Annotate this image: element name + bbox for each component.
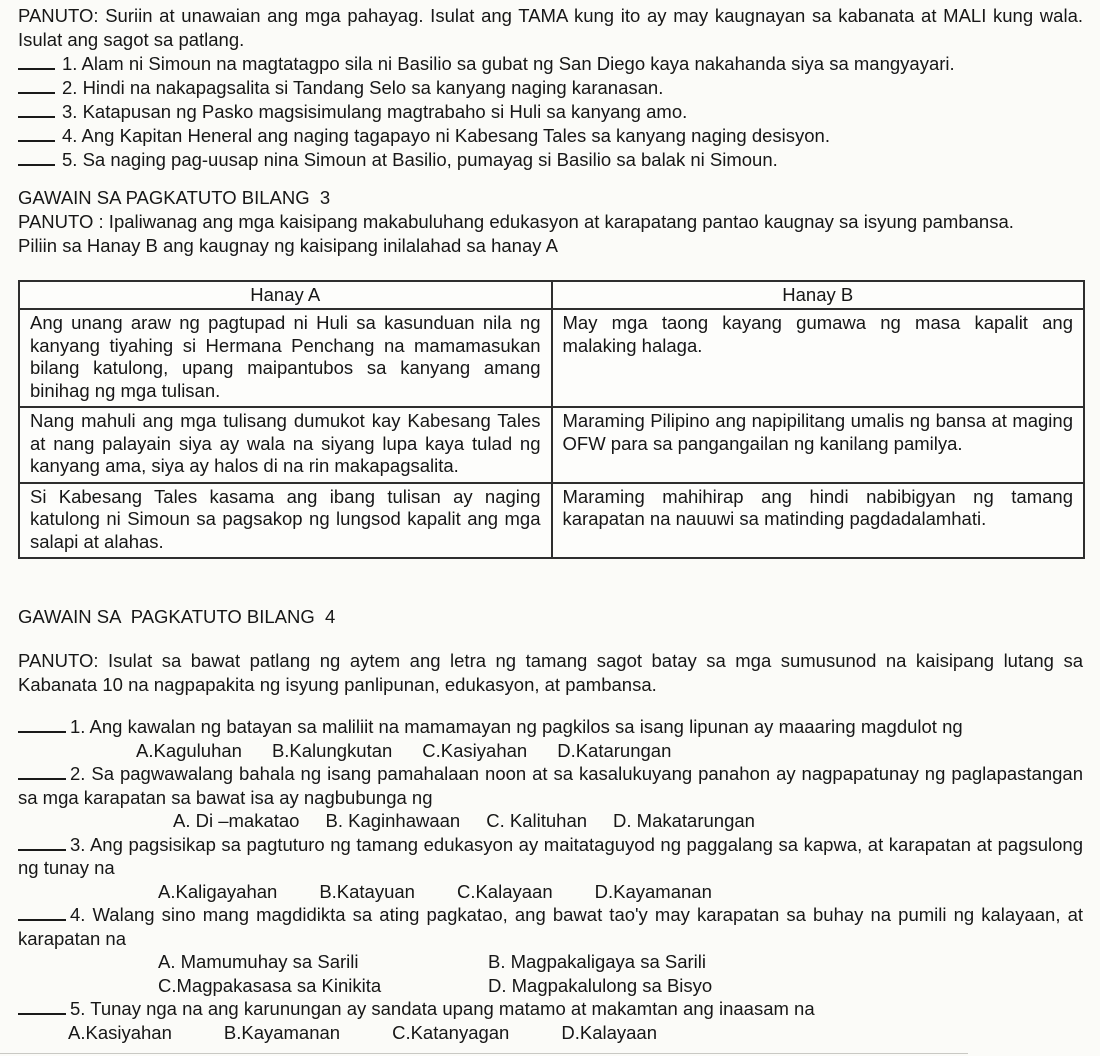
table-row (19, 309, 1084, 407)
tf-items (18, 52, 1083, 172)
gawain3-instruction-line2: Piliin sa Hanay B ang kaugnay ng kaisipang inilalahad sa hanay A (18, 235, 558, 256)
answer-blank[interactable] (18, 775, 66, 780)
options-grid (18, 950, 1083, 997)
table-cell-a3: Si Kabesang Tales kasama ang ibang tulisan ay naging katulong ni Simoun sa pagsakop ng lungsod kapalit ang mga salapi at alahas. (19, 483, 552, 559)
question-text-line (18, 833, 1083, 880)
answer-blank[interactable] (18, 916, 66, 921)
option-d: D. Makatarungan (613, 810, 755, 831)
answer-blank[interactable] (18, 728, 66, 733)
question-text: 5. Tunay nga na ang karunungan ay sandata upang matamo at makamtan ang inaasam na (70, 998, 815, 1019)
question-5 (18, 997, 1083, 1044)
question-text: 4. Walang sino mang magdidikta sa ating pagkatao, ang bawat tao'y may karapatan sa buhay na pumili ng kalayaan, at karapatan na (18, 904, 1083, 949)
tf-item-text: 3. Katapusan ng Pasko magsisimulang magtrabaho si Huli sa kanyang amo. (62, 101, 688, 122)
option-b: B.Kayamanan (223, 1021, 341, 1043)
gawain3-title: GAWAIN SA PAGKATUTO BILANG 3 (18, 187, 331, 208)
question-3 (18, 833, 1083, 904)
question-text-line (18, 997, 1083, 1021)
option-a: A.Kasiyahan (68, 1021, 172, 1043)
options-row (18, 1021, 1083, 1045)
option-b: B.Kalungkutan (271, 739, 393, 761)
tf-item-5 (18, 148, 1083, 172)
table-header-row (19, 281, 1084, 309)
option-d: D.Katarungan (557, 739, 672, 761)
gawain4-title: GAWAIN SA PAGKATUTO BILANG 4 (18, 606, 336, 627)
option-b: B.Katayuan (319, 880, 415, 902)
page-bottom-rule (0, 1053, 968, 1054)
gawain3-instruction: PANUTO : Ipaliwanag ang mga kaisipang makabuluhang edukasyon at karapatang pantao kaugnay sa isyung pambansa. (18, 211, 1014, 232)
option-b: B. Kaginhawaan (325, 810, 461, 831)
options-row (18, 880, 1083, 904)
tf-item-2 (18, 76, 1083, 100)
answer-blank[interactable] (18, 89, 55, 94)
option-a: A.Kaguluhan (136, 739, 242, 761)
hanay-a-header: Hanay A (19, 281, 552, 309)
question-2 (18, 762, 1083, 833)
option-c: C.Kasiyahan (422, 739, 528, 761)
question-text-line (18, 903, 1083, 950)
answer-blank[interactable] (18, 161, 55, 166)
tf-item-text: 4. Ang Kapitan Heneral ang naging tagapayo ni Kabesang Tales sa kanyang naging desisyon. (62, 125, 830, 146)
option-a: A. Di –makatao (173, 810, 300, 831)
answer-blank[interactable] (18, 113, 55, 118)
question-text: 1. Ang kawalan ng batayan sa maliliit na mamamayan ng pagkilos sa isang lipunan ay maaaring magdulot ng (70, 716, 963, 737)
table-cell-a2: Nang mahuli ang mga tulisang dumukot kay Kabesang Tales at nang palayain siya ay wala na siyang lupa kaya tulad ng kanyang ama, siya ay halos di na rin makapagsalita. (19, 407, 552, 483)
tf-item-text: 2. Hindi na nakapagsalita si Tandang Selo sa kanyang naging karanasan. (62, 77, 664, 98)
options-row (18, 739, 1083, 763)
matching-table (18, 280, 1085, 559)
tf-item-text: 1. Alam ni Simoun na magtatagpo sila ni Basilio sa gubat ng San Diego kaya nakahanda siya sa mangyayari. (62, 53, 955, 74)
hanay-b-header: Hanay B (552, 281, 1085, 309)
table-row (19, 483, 1084, 559)
tf-item-3 (18, 100, 1083, 124)
question-text: 3. Ang pagsisikap sa pagtuturo ng tamang edukasyon ay maitataguyod ng paggalang sa kapwa, at karapatan at pagsulong ng tunay na (18, 833, 1083, 878)
option-b: B. Magpakaligaya sa Sarili (488, 951, 706, 972)
table-cell-b2: Maraming Pilipino ang napipilitang umalis ng bansa at maging OFW para sa pangangailan ng kanilang pamilya. (552, 407, 1085, 483)
option-d: D.Kayamanan (594, 880, 712, 902)
table-row (19, 407, 1084, 483)
answer-blank[interactable] (18, 65, 55, 70)
answer-blank[interactable] (18, 1010, 66, 1015)
options-row (18, 809, 1083, 833)
option-c: C. Kalituhan (486, 810, 588, 831)
tf-item-1 (18, 52, 1083, 76)
question-text: 2. Sa pagwawalang bahala ng isang pamahalaan noon at sa kasalukuyang panahon ay nagpapatunay ng paglapastangan sa mga karapatan sa bawat isa ay nagbubunga ng (18, 763, 1083, 808)
option-c: C.Katanyagan (392, 1021, 510, 1043)
question-1 (18, 715, 1083, 762)
option-a: A.Kaligayahan (158, 880, 278, 902)
tf-item-4 (18, 124, 1083, 148)
table-cell-b3: Maraming mahihirap ang hindi nabibigyan ng tamang karapatan na nauuwi sa matinding pagdadalamhati. (552, 483, 1085, 559)
option-d: D. Magpakalulong sa Bisyo (488, 974, 713, 996)
question-text-line (18, 715, 1083, 739)
table-cell-a1: Ang unang araw ng pagtupad ni Huli sa kasunduan nila ng kanyang tiyahing si Hermana Penchang na mamamasukan bilang katulong, upang maipantubos sa kanyang amang binihag ng mga tulisan. (19, 309, 552, 407)
option-c: C.Magpakasasa sa Kinikita (158, 974, 382, 996)
option-c: C.Kalayaan (456, 880, 553, 902)
gawain4-instruction: PANUTO: Isulat sa bawat patlang ng aytem ang letra ng tamang sagot batay sa mga sumusunod na kaisipang lutang sa Kabanata 10 na nagpapakita ng isyung panlipunan, edukasyon, at pambansa. (18, 650, 1083, 695)
panuto-tf-instruction: PANUTO: Suriin at unawaian ang mga pahayag. Isulat ang TAMA kung ito ay may kaugnayan sa kabanata at MALI kung wala. Isulat ang sagot sa patlang. (18, 5, 1083, 50)
answer-blank[interactable] (18, 846, 66, 851)
question-text-line (18, 762, 1083, 809)
answer-blank[interactable] (18, 137, 55, 142)
question-4 (18, 903, 1083, 997)
option-d: D.Kalayaan (561, 1021, 658, 1043)
tf-item-text: 5. Sa naging pag-uusap nina Simoun at Basilio, pumayag si Basilio sa balak ni Simoun. (62, 149, 778, 170)
table-cell-b1: May mga taong kayang gumawa ng masa kapalit ang malaking halaga. (552, 309, 1085, 407)
option-a: A. Mamumuhay sa Sarili (158, 951, 359, 972)
